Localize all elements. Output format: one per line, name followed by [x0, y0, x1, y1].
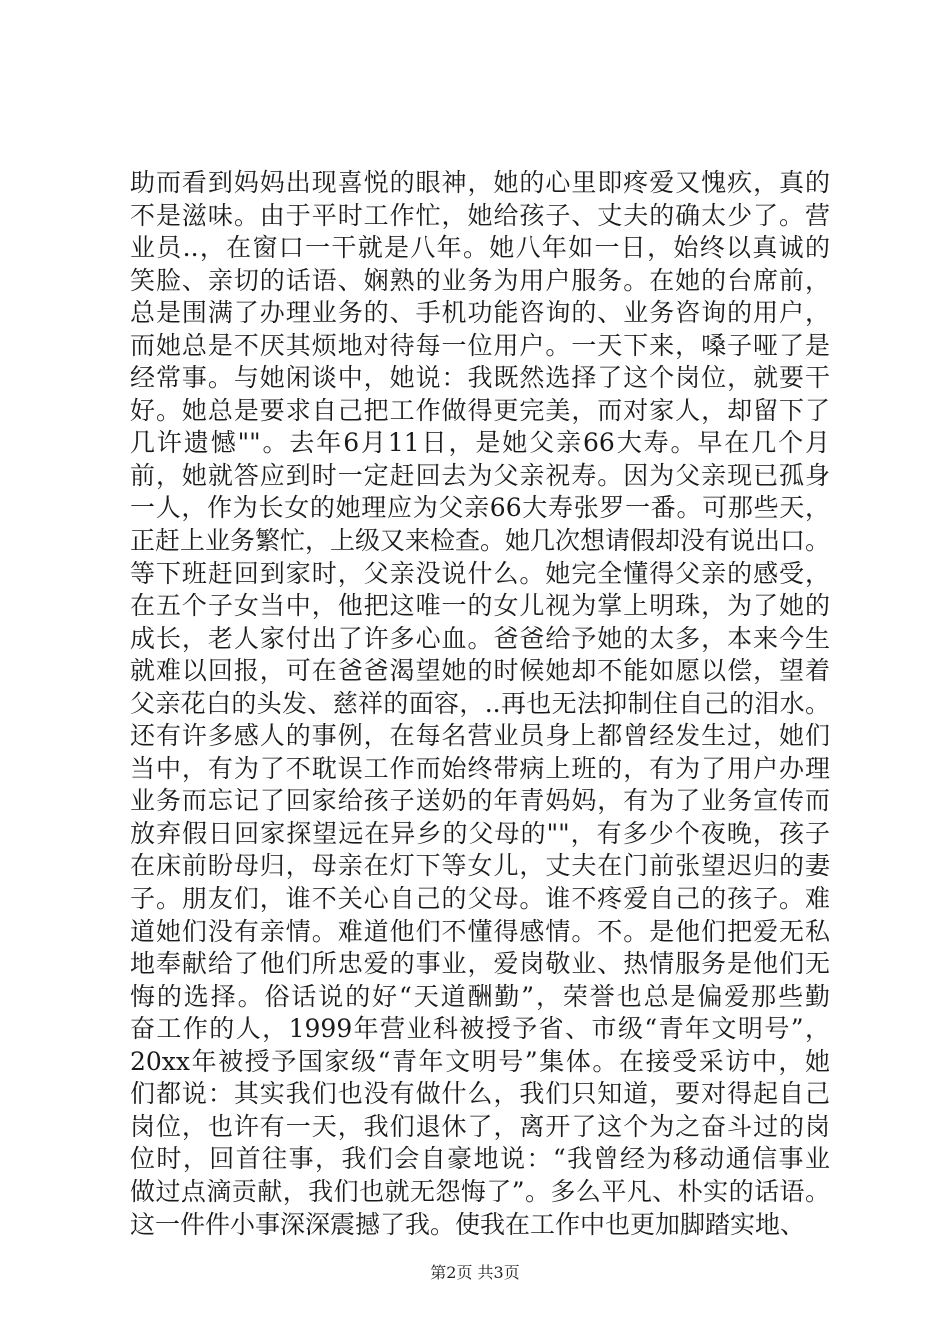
text-line: 不是滋味。由于平时工作忙，她给孩子、丈夫的确太少了。营 [130, 200, 830, 230]
text-line: 成长，老人家付出了许多心血。爸爸给予她的太多，本来今生 [130, 623, 830, 653]
text-line: 奋工作的人，1999年营业科被授予省、市级“青年文明号”， [130, 1014, 830, 1044]
text-line: 笑脸、亲切的话语、娴熟的业务为用户服务。在她的台席前， [130, 265, 830, 295]
text-line: 总是围满了办理业务的、手机功能咨询的、业务咨询的用户， [130, 298, 830, 328]
text-line: 在床前盼母归，母亲在灯下等女儿，丈夫在门前张望迟归的妻 [130, 851, 830, 881]
text-line: 悔的选择。俗话说的好“天道酬勤”，荣誉也总是偏爱那些勤 [130, 981, 830, 1011]
text-line: 等下班赶回到家时，父亲没说什么。她完全懂得父亲的感受， [130, 558, 830, 588]
text-line: 道她们没有亲情。难道他们不懂得感情。不。是他们把爱无私 [130, 916, 830, 946]
text-line: 就难以回报，可在爸爸渴望她的时候她却不能如愿以偿，望着 [130, 656, 830, 686]
text-line: 业务而忘记了回家给孩子送奶的年青妈妈，有为了业务宣传而 [130, 786, 830, 816]
body-text [130, 167, 830, 1241]
text-line: 而她总是不厌其烦地对待每一位用户。一天下来，嗓子哑了是 [130, 330, 830, 360]
text-line: 地奉献给了他们所忠爱的事业，爱岗敬业、热情服务是他们无 [130, 949, 830, 979]
text-line: 几许遗憾""。去年6月11日，是她父亲66大寿。早在几个月 [130, 428, 830, 458]
text-line: 业员..，在窗口一干就是八年。她八年如一日，始终以真诚的 [130, 233, 830, 263]
text-line: 经常事。与她闲谈中，她说：我既然选择了这个岗位，就要干 [130, 363, 830, 393]
text-line: 岗位，也许有一天，我们退休了，离开了这个为之奋斗过的岗 [130, 1111, 830, 1141]
text-line: 做过点滴贡献，我们也就无怨悔了”。多么平凡、朴实的话语。 [130, 1176, 830, 1206]
text-line: 前，她就答应到时一定赶回去为父亲祝寿。因为父亲现已孤身 [130, 460, 830, 490]
text-line: 父亲花白的头发、慈祥的面容，..再也无法抑制住自己的泪水。 [130, 688, 830, 718]
text-line: 位时，回首往事，我们会自豪地说：“我曾经为移动通信事业 [130, 1144, 830, 1174]
text-line: 放弃假日回家探望远在异乡的父母的""，有多少个夜晚，孩子 [130, 818, 830, 848]
text-line: 正赶上业务繁忙，上级又来检查。她几次想请假却没有说出口。 [130, 526, 830, 556]
text-line: 这一件件小事深深震撼了我。使我在工作中也更加脚踏实地、 [130, 1209, 806, 1239]
text-line: 助而看到妈妈出现喜悦的眼神，她的心里即疼爱又愧疚，真的 [130, 168, 830, 197]
text-line: 好。她总是要求自己把工作做得更完美，而对家人，却留下了 [130, 395, 830, 425]
text-line: 在五个子女当中，他把这唯一的女儿视为掌上明珠，为了她的 [130, 591, 830, 621]
text-line: 还有许多感人的事例，在每名营业员身上都曾经发生过，她们 [130, 721, 830, 751]
text-line: 20xx年被授予国家级“青年文明号”集体。在接受采访中，她 [130, 1046, 830, 1076]
text-line: 当中，有为了不耽误工作而始终带病上班的，有为了用户办理 [130, 753, 830, 783]
text-line: 一人，作为长女的她理应为父亲66大寿张罗一番。可那些天， [130, 493, 830, 523]
text-line: 们都说：其实我们也没有做什么，我们只知道，要对得起自己 [130, 1079, 830, 1109]
text-line: 子。朋友们，谁不关心自己的父母。谁不疼爱自己的孩子。难 [130, 884, 830, 914]
page-number-footer: 第2页 共3页 [430, 1263, 520, 1282]
